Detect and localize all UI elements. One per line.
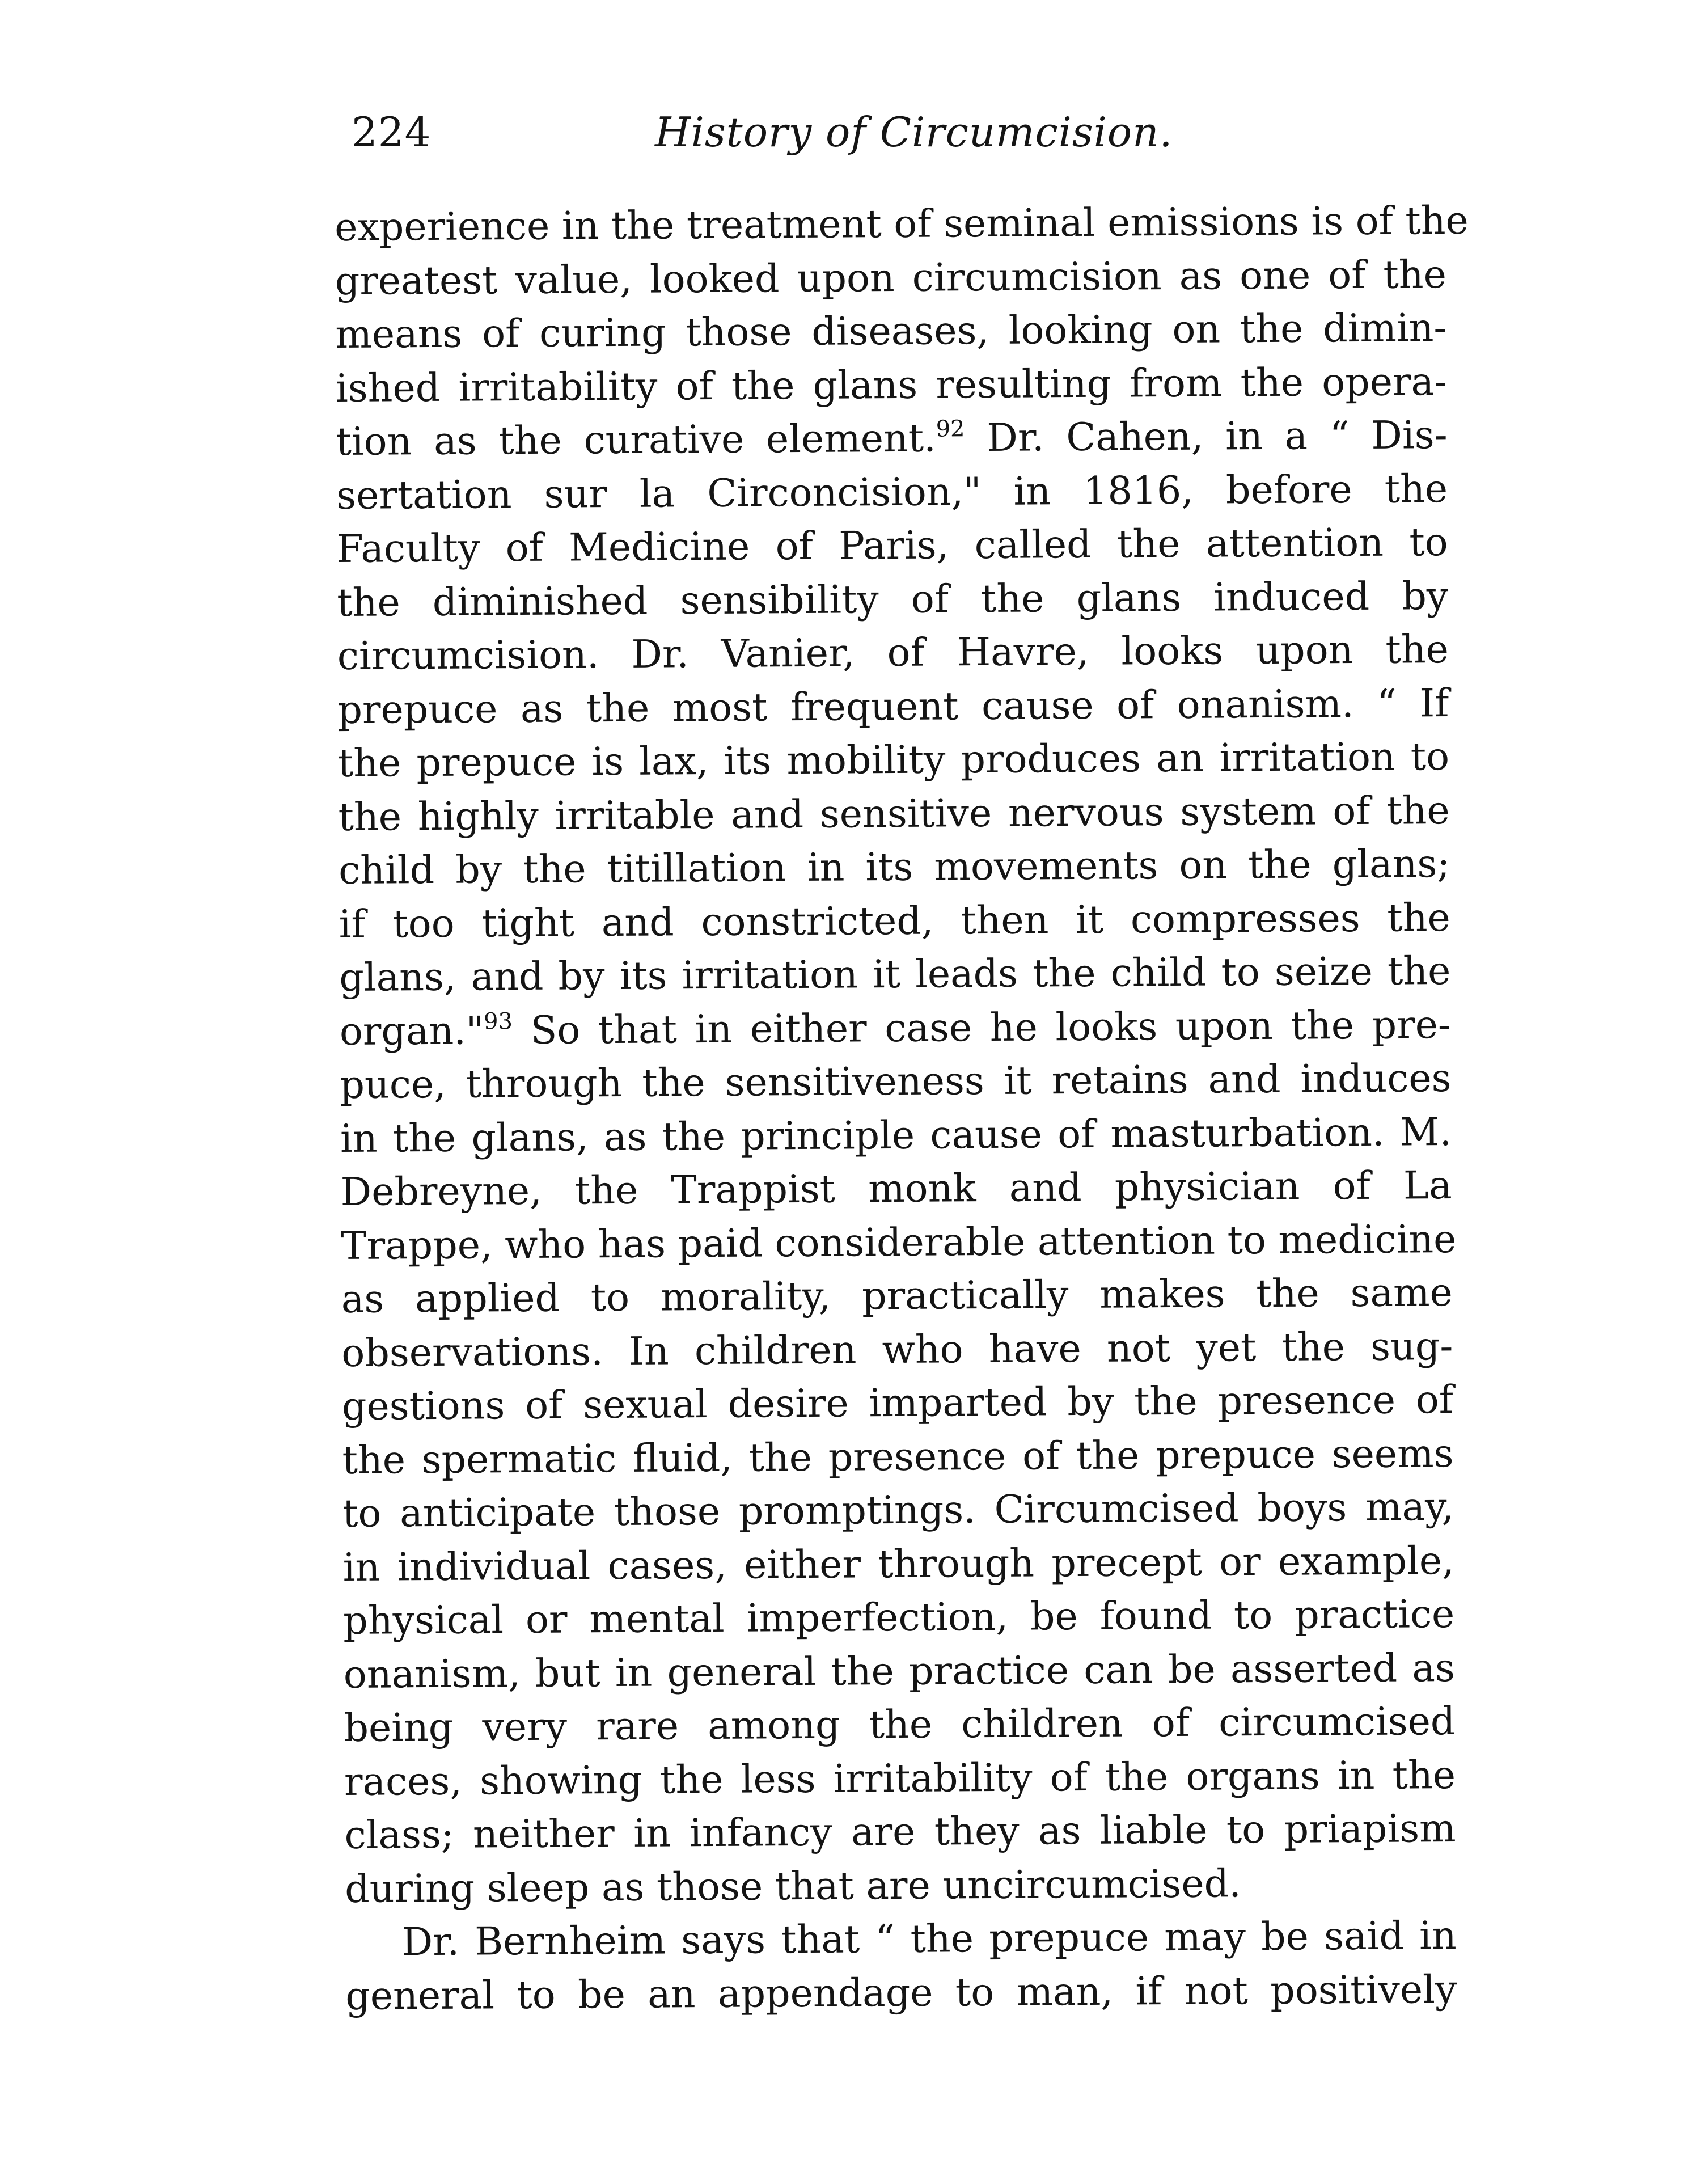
text-line: physical or mental imperfection, be found to practice	[343, 1591, 1455, 1644]
text-line: to anticipate those promptings. Circumcised boys may,	[342, 1484, 1454, 1536]
text-segment: tion as the curative element.	[336, 416, 936, 464]
text-line: the spermatic fluid, the presence of the prepuce seems	[342, 1431, 1454, 1483]
text-line: the highly irritable and sensitive nervous system of the	[338, 788, 1450, 840]
footnote-ref-93: 93	[483, 1008, 513, 1034]
text-line-with-footnote	[340, 999, 1452, 1059]
text-line: the prepuce is lax, its mobility produces an irritation to	[337, 734, 1450, 786]
text-line: onanism, but in general the practice can be asserted as	[343, 1645, 1456, 1697]
text-line: the diminished sensibility of the glans induced by	[337, 573, 1449, 626]
text-line: Debreyne, the Trappist monk and physician of La	[340, 1163, 1452, 1215]
text-line: class; neither in infancy are they as liable to priapism	[344, 1806, 1456, 1858]
text-line: prepuce as the most frequent cause of onanism. “ If	[337, 681, 1449, 733]
text-line: as applied to morality, practically makes the same	[341, 1270, 1453, 1322]
page-number: 224	[352, 108, 432, 156]
text-line: if too tight and constricted, then it compresses the	[339, 895, 1450, 947]
text-line-with-footnote	[336, 409, 1448, 469]
text-line: Faculty of Medicine of Paris, called the attention to	[336, 520, 1448, 572]
text-segment: So that in either case he looks upon the pre-	[512, 1002, 1452, 1053]
paragraph-end-line: during sleep as those that are uncircumcised.	[344, 1861, 1241, 1912]
text-line: ished irritability of the glans resulting from the opera-	[335, 359, 1448, 411]
text-line: greatest value, looked upon circumcision as one of the	[335, 252, 1447, 304]
page-header	[352, 101, 1202, 163]
footnote-ref-92: 92	[936, 416, 965, 442]
paragraph-start-line: Dr. Bernheim says that “ the prepuce may be said in	[401, 1913, 1457, 1965]
text-line: Trappe, who has paid considerable attention to medicine	[341, 1216, 1457, 1269]
text-line: means of curing those diseases, looking on the dimin-	[335, 306, 1447, 357]
text-line: glans, and by its irritation it leads the child to seize the	[339, 949, 1451, 1000]
text-line: gestions of sexual desire imparted by the presence of	[341, 1377, 1454, 1429]
text-line: in individual cases, either through precept or example,	[342, 1538, 1454, 1590]
text-line: circumcision. Dr. Vanier, of Havre, looks upon the	[337, 627, 1449, 679]
text-line: puce, through the sensitiveness it retains and induces	[340, 1055, 1452, 1108]
text-line: observations. In children who have not yet the sug-	[341, 1324, 1453, 1376]
text-line: general to be an appendage to man, if not positively	[345, 1967, 1457, 2019]
text-line: being very rare among the children of circumcised	[344, 1699, 1456, 1751]
text-line: races, showing the less irritability of the organs in the	[344, 1752, 1456, 1805]
text-line: child by the titillation in its movements on the glans;	[338, 842, 1450, 893]
text-line: in the glans, as the principle cause of masturbation. M.	[340, 1109, 1452, 1161]
body-text	[335, 195, 1469, 2024]
text-segment: Dr. Cahen, in a “ Dis-	[965, 413, 1448, 461]
running-title: History of Circumcision.	[655, 108, 1173, 156]
text-line: sertation sur la Circoncision," in 1816, before the	[336, 466, 1448, 518]
text-segment: organ."	[339, 1008, 484, 1054]
text-line: experience in the treatment of seminal emissions is of the	[335, 198, 1469, 250]
